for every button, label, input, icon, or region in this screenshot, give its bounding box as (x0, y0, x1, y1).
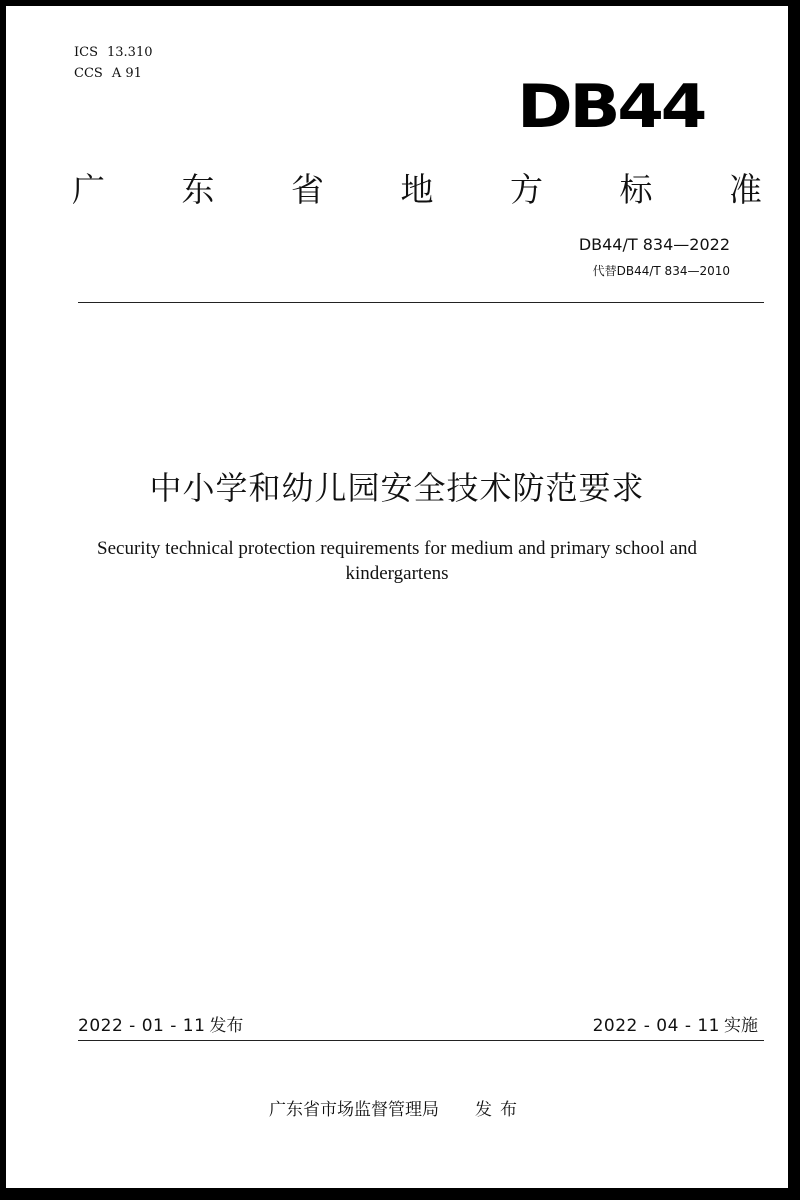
top-divider (78, 302, 764, 303)
issue-label: 发布 (209, 1016, 244, 1036)
title-english: Security technical protection requirements for medium and primary school and kindergartens (97, 538, 697, 584)
implementation-date (593, 1014, 758, 1038)
db44-mark: DB44 (516, 72, 704, 142)
implementation-label: 实施 (724, 1016, 758, 1036)
implementation-date-value: 2022 - 04 - 11 (592, 1016, 720, 1036)
ccs-code (74, 63, 153, 84)
publisher-line (6, 1098, 788, 1122)
issue-date-value: 2022 - 01 - 11 (78, 1016, 206, 1036)
standard-type-char: 省 (291, 170, 324, 209)
ccs-label: CCS (74, 66, 103, 81)
ics-value: 13.310 (107, 45, 153, 60)
publisher-action: 发布 (475, 1100, 525, 1120)
ccs-value: A 91 (111, 66, 142, 81)
ics-label: ICS (74, 45, 98, 60)
standard-type-char: 准 (729, 170, 762, 209)
title-chinese: 中小学和幼儿园安全技术防范要求 (149, 469, 645, 507)
standard-cover-page (6, 6, 791, 1191)
replaces-standard: 代替DB44/T 834—2010 (592, 264, 730, 278)
standard-type-heading (72, 166, 762, 214)
standard-type-char: 东 (181, 170, 215, 209)
publisher-name: 广东省市场监督管理局 (269, 1100, 439, 1120)
standard-type-char: 广 (72, 170, 105, 209)
standard-type-char: 地 (400, 170, 434, 209)
standard-type-char: 方 (510, 170, 543, 209)
standard-type-char: 标 (619, 170, 653, 209)
classification-codes (74, 42, 153, 84)
standard-number: DB44/T 834—2022 (578, 235, 730, 254)
issue-date (78, 1014, 243, 1038)
bottom-divider (78, 1040, 764, 1041)
ics-code (74, 42, 153, 63)
